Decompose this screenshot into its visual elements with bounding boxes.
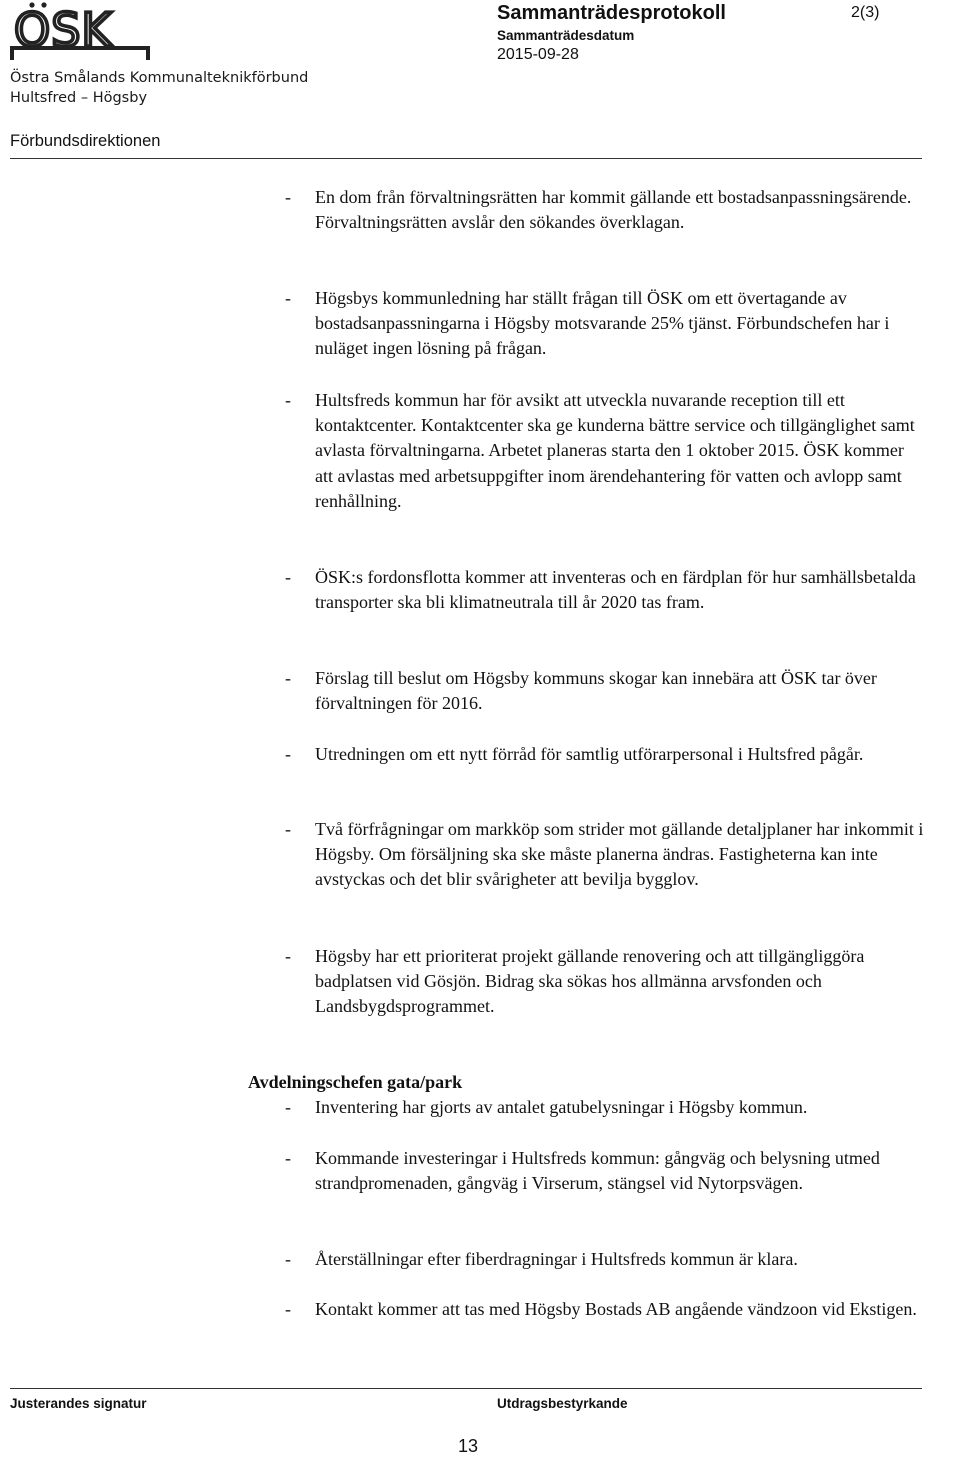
meeting-date: 2015-09-28 [497,46,579,63]
page-of-total: 2(3) [851,4,880,21]
list-item [285,742,925,767]
list-item [285,666,925,716]
document-title: Sammanträdesprotokoll [497,2,726,24]
list-item [285,817,925,893]
list-bullet: - [285,1148,291,1168]
list-item-text: Inventering har gjorts av antalet gatubelysningar i Högsby kommun. [315,1097,808,1117]
list-item-text: ÖSK:s fordonsflotta kommer att inventeras och en färdplan för hur samhällsbetalda transporter ska bli klimatneutrala till år 2020 tas fram. [315,567,916,613]
list-item [285,185,925,235]
list-item [285,286,925,362]
list-bullet: - [285,1097,291,1117]
list-item-text: Kontakt kommer att tas med Högsby Bostads AB angående vändzoon vid Ekstigen. [315,1299,917,1319]
organization-name: Östra Smålands Kommunalteknikförbund [10,70,309,86]
list-item-text: Återställningar efter fiberdragningar i Hultsfreds kommun är klara. [315,1249,798,1269]
list-bullet: - [285,946,291,966]
list-bullet: - [285,1249,291,1269]
list-bullet: - [285,288,291,308]
list-bullet: - [285,1299,291,1319]
extract-certification-label: Utdragsbestyrkande [497,1396,628,1411]
list-item-text: Hultsfreds kommun har för avsikt att utveckla nuvarande reception till ett kontaktcenter. Kontaktcenter ska ge kunderna bättre service och tillgänglighet samt avlasta förvaltningarna. Arbetet planeras starta den 1 oktober 2015. ÖSK kommer att avlastas med arbetsuppgifter inom ärendehantering för vatten och avlopp samt renhållning. [315,390,915,511]
list-item-text: Förslag till beslut om Högsby kommuns skogar kan innebära att ÖSK tar över förvaltningen för 2016. [315,668,877,714]
list-item [285,388,925,514]
list-bullet: - [285,187,291,207]
signature-label: Justerandes signatur [10,1396,147,1411]
section-heading: Avdelningschefen gata/park [248,1072,463,1092]
list-item-text: En dom från förvaltningsrätten har kommit gällande ett bostadsanpassningsärende. Förvaltningsrätten avslår den sökandes överklagan. [315,187,912,233]
organization-members: Hultsfred – Högsby [10,90,148,106]
list-item-text: Två förfrågningar om markköp som strider mot gällande detaljplaner har inkommit i Högsby. Om försäljning ska ske måste planerna ändras. Fastigheterna kan inte avstyckas och det blir svårigheter att bevilja bygglov. [315,819,924,890]
list-bullet: - [285,668,291,688]
list-bullet: - [285,390,291,410]
list-item [285,944,925,1020]
committee-name: Förbundsdirektionen [10,132,161,150]
list-item-text: Kommande investeringar i Hultsfreds kommun: gångväg och belysning utmed strandpromenaden, gångväg i Virserum, stängsel vid Nytorpsvägen. [315,1148,880,1194]
list-item [285,1297,925,1322]
list-item [285,565,925,615]
list-item-text: Högsbys kommunledning har ställt frågan till ÖSK om ett övertagande av bostadsanpassningarna i Högsby motsvarande 25% tjänst. Förbundschefen har i nuläget ingen lösning på frågan. [315,288,890,359]
page-number: 13 [458,1436,479,1456]
list-bullet: - [285,567,291,587]
list-bullet: - [285,744,291,764]
list-item-text: Högsby har ett prioriterat projekt gällande renovering och att tillgängliggöra badplatsen vid Gösjön. Bidrag ska sökas hos allmänna arvsfonden och Landsbygdsprogrammet. [315,946,865,1017]
list-item-text: Utredningen om ett nytt förråd för samtlig utförarpersonal i Hultsfred pågår. [315,744,864,764]
list-item [285,1095,945,1120]
meeting-date-label: Sammanträdesdatum [497,28,635,43]
list-item [285,1146,925,1196]
list-item [285,1247,945,1272]
list-bullet: - [285,819,291,839]
footer-divider [10,1388,922,1389]
svg-text:OSK: OSK [14,3,113,57]
